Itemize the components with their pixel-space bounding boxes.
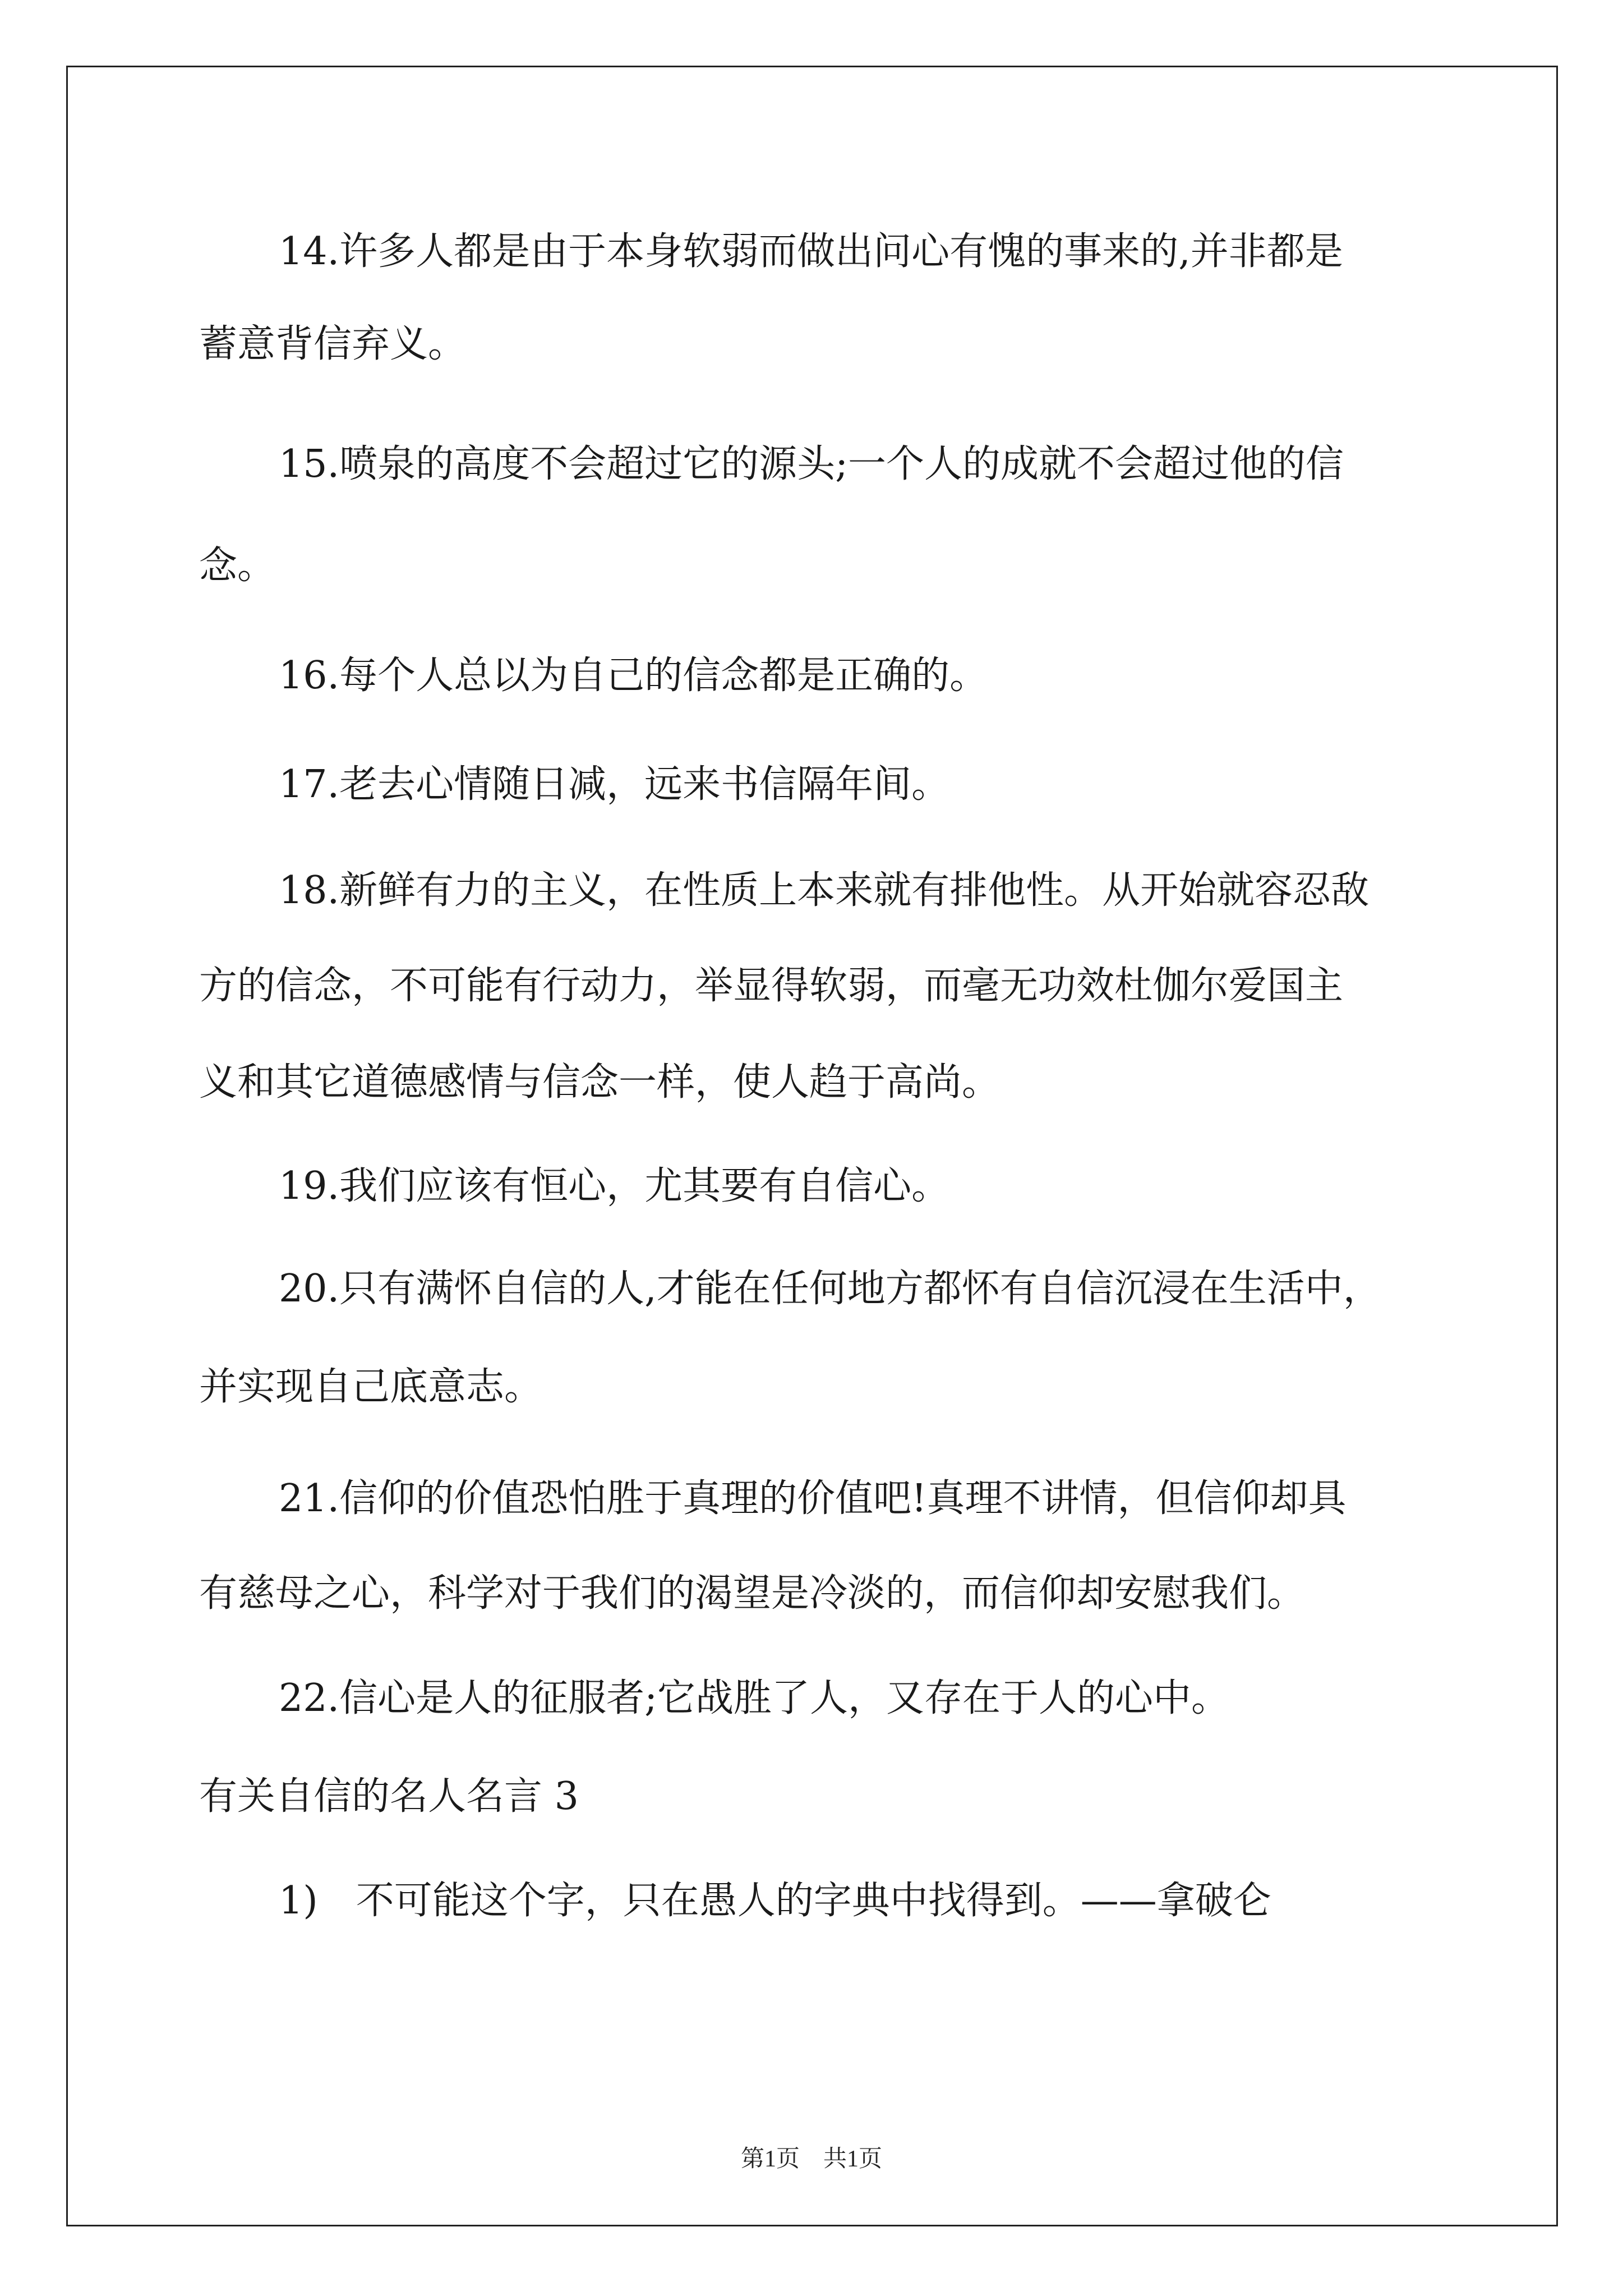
text-line-14a: 14.许多人都是由于本身软弱而做出问心有愧的事来的,并非都是 [279,229,1343,274]
text-line-15b: 念。 [199,544,276,588]
text-line-18c: 义和其它道德感情与信念一样，使人趋于高尚。 [199,1060,1000,1105]
quote-1: 1) 不可能这个字，只在愚人的字典中找得到。——拿破仑 [279,1879,1271,1923]
text-line-21a: 21.信仰的价值恐怕胜于真理的价值吧!真理不讲情，但信仰却具 [279,1476,1347,1521]
section-heading: 有关自信的名人名言 3 [199,1774,579,1819]
text-line-21b: 有慈母之心，科学对于我们的渴望是冷淡的，而信仰却安慰我们。 [199,1571,1306,1616]
text-line-20b: 并实现自己底意志。 [199,1365,543,1409]
text-line-15a: 15.喷泉的高度不会超过它的源头;一个人的成就不会超过他的信 [279,442,1344,486]
text-line-22: 22.信心是人的征服者;它战胜了人，又存在于人的心中。 [279,1676,1230,1720]
text-line-16: 16.每个人总以为自己的信念都是正确的。 [279,654,988,698]
text-line-20a: 20.只有满怀自信的人,才能在任何地方都怀有自信沉浸在生活中， [279,1267,1381,1311]
text-line-18a: 18.新鲜有力的主义，在性质上本来就有排他性。从开始就容忍敌 [279,868,1370,913]
text-line-17: 17.老去心情随日减，远来书信隔年间。 [279,762,950,807]
text-line-14b: 蓄意背信弃义。 [199,322,467,366]
text-line-19: 19.我们应该有恒心，尤其要有自信心。 [279,1164,950,1208]
text-line-18b: 方的信念，不可能有行动力，举显得软弱，而毫无功效杜伽尔爱国主 [199,964,1344,1008]
page-footer: 第1页 共1页 [740,2146,882,2172]
